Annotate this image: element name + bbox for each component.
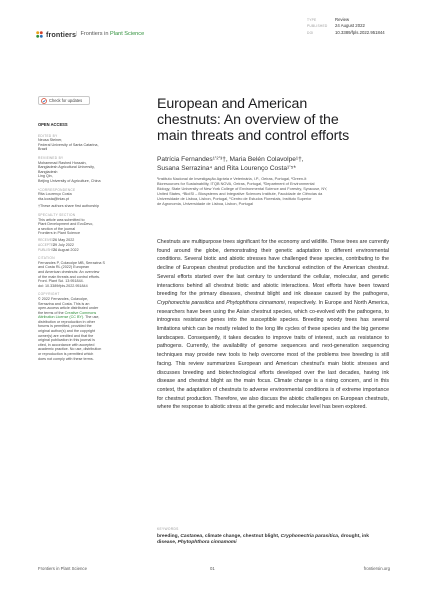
check-updates-icon [41,98,47,104]
edited-by-line: Neusa Steiner, [38,138,63,143]
license-link[interactable]: Creative Commons [64,310,97,315]
keywords-list: breeding, Castanea, climate change, chestnut blight, Cryphonectria parasitica, drought, ink disease, Phytophthora cinnamomi [157,534,370,546]
equal-contribution-note: †These authors share first authorship [38,204,100,209]
correspondence-name: Rita Lourenço Costa [38,192,72,197]
correspondence-email[interactable]: rita.lcosta@iniav.pt [38,196,69,201]
specialty-line: Plant Development and EvoDevo, [38,222,94,227]
author-list [157,155,389,173]
meta-published: PUBLISHED 24 August 2022 [307,23,365,29]
frontiers-logo[interactable] [35,30,76,39]
page-footer [38,566,390,576]
reviewed-by-label: REVIEWED BY [38,155,64,160]
citation-line: and American chestnuts: An overview [38,269,100,274]
edited-by-line: Federal University of Santa Catarina, [38,142,99,147]
check-updates-label: Check for updates [49,98,83,103]
copyright-line: forums is permitted, provided the [38,324,92,329]
license-link[interactable]: Attribution License (CC BY). [38,315,85,320]
copyright-label: COPYRIGHT [38,292,60,297]
footer-site-link[interactable]: frontiersin.org [363,566,390,571]
citation-line: Fernandes P, Colavolpe MB, Serrazina S [38,260,105,265]
journal-prefix: Frontiers in [80,31,109,37]
species-name: Phytophthora cinnamomi [226,299,285,306]
copyright-line: Serrazina and Costa. This is an [38,301,90,306]
article-meta [307,17,385,36]
footer-journal: Frontiers in Plant Science [38,566,87,571]
specialty-line: Frontiers in Plant Science [38,231,81,236]
copyright-line: or reproduction is permitted which [38,352,94,357]
article-title: European and American chestnuts: An overview of the main threats and control efforts [157,96,350,145]
open-access-label: OPEN ACCESS [38,122,68,127]
page-number: 01 [210,566,215,571]
meta-type: TYPE Review [307,17,350,22]
citation-line: of the main threats and control efforts. [38,274,101,279]
correspondence-label: *CORRESPONDENCE [38,187,76,192]
species-name: Cryphonectria parasitica [157,299,214,306]
copyright-line: open-access article distributed under [38,306,99,311]
affiliations: ¹Instituto Nacional de Investigação Agrária e Veterinária, I.P., Oeiras, Portugal, ²Green-It Bioresources for Sustainability, ITQB NOVA, Oeiras, Portugal, ³Department of Environmental Biology, State University of New York College of Environmental Science and Forestry, Syracuse, NY, United States, ⁴BioISI – Biosystems and Integrative Sciences Institute, Faculdade de Ciências da Universidade de Lisboa, Lisbon, Portugal, ⁵Centro de Estudos Florestais, Instituto Superior de Agronomia, Universidade de Lisboa, Lisbon, Portugal [157,177,328,207]
date-published: PUBLISHED24 August 2022 [38,247,79,252]
citation-line: and Costa RL (2022) European [38,265,90,270]
keywords-section [157,527,389,547]
specialty-line: a section of the journal [38,226,76,231]
author-line: Susana Serrazina⁴ and Rita Lourenço Costa¹ʼ⁵* [157,164,296,172]
edited-by-line: Brazil [38,147,48,152]
page-header [0,0,424,60]
copyright-line: distribution or reproduction in other [38,319,95,324]
author-line: Patrícia Fernandes¹ʼ²ʼ³†, Maria Belén Colavolpe¹†, [157,155,304,163]
citation-line: Front. Plant Sci. 13:951844. [38,279,84,284]
abstract: Chestnuts are multipurpose trees significant for the economy and wildlife. These trees are currently found around the globe, demonstrating their genetic adaptation to different environmental conditions. Several biotic and abiotic stresses have challenged these species, contributing to the decline of European chestnut production and the functional extinction of the American chestnut. Several efforts started over the last century to understand the cellular, molecular, and genetic interactions behind all chestnut biotic and abiotic interactions. Most efforts have been toward breeding for the primary diseases, chestnut blight and ink disease caused by the pathogens, Cryphonectria parasitica and Phytophthora cinnamomi, respectively. In Europe and North America, researchers have been using the Asian chestnut species, which co-evolved with the pathogens, to introgress resistance genes into the susceptible species. Breeding woody trees has several limitations which can be mostly related to the long life cycles of these species and the big genome landscapes. Consequently, it takes decades to improve traits of interest, such as resistance to pathogens. Currently, the availability of genome sequences and next-generation sequencing techniques may provide new tools to help overcome most of the problems tree breeding is still facing. This review summarizes European and American chestnut's main biotic stresses and discusses breeding and biotechnological efforts developed over the last decades, having ink disease and chestnut blight as the main focus. Climate change is a rising concern, and in this context, the adaptation of chestnuts to adverse environmental conditions is of extreme importance for chestnut production. Therefore, we also discuss the abiotic challenges on European chestnuts, where the response to abiotic stress at the genetic and molecular level has been explored. [157,239,390,411]
specialty-line: This article was submitted to [38,217,85,222]
copyright-line: Attribution License (CC BY). The use, [38,315,100,320]
reviewer-line: Bangladesh [38,169,58,174]
edited-by-label: EDITED BY [38,133,58,138]
article-sidebar [38,123,132,361]
copyright-line: owner(s) are credited and that the [38,333,94,338]
date-accepted: ACCEPTED29 July 2022 [38,242,74,247]
meta-doi[interactable]: DOI 10.3389/fpls.2022.951844 [307,29,385,35]
copyright-line: cited, in accordance with accepted [38,342,95,347]
specialty-label: SPECIALTY SECTION [38,212,76,217]
copyright-line: does not comply with these terms. [38,356,94,361]
keywords-label: KEYWORDS [157,527,179,531]
article-header [157,96,389,207]
copyright-line: original publication in this journal is [38,338,95,343]
journal-name[interactable]: | Frontiers in Plant Science [76,31,145,37]
reviewer-line: Mohammad Rashed Hossain, [38,160,87,165]
copyright-line: the terms of the Creative Commons [38,310,97,315]
copyright-line: academic practice. No use, distribution [38,347,102,352]
date-received: RECEIVED26 May 2022 [38,238,75,243]
frontiers-logo-icon [35,30,44,39]
journal-title: Plant Science [110,31,145,37]
copyright-line: original author(s) and the copyright [38,329,95,334]
check-for-updates-button[interactable] [38,96,90,105]
logo-text: frontiers [46,30,77,39]
citation-line[interactable]: doi: 10.3389/fpls.2022.951844 [38,283,88,288]
reviewer-line: Bangladesh Agricultural University, [38,165,95,170]
copyright-line: © 2022 Fernandes, Colavolpe, [38,296,89,301]
reviewer-line: Beijing University of Agriculture, China [38,178,101,183]
reviewer-line: Ling Qin, [38,174,53,179]
citation-label: CITATION [38,256,55,261]
